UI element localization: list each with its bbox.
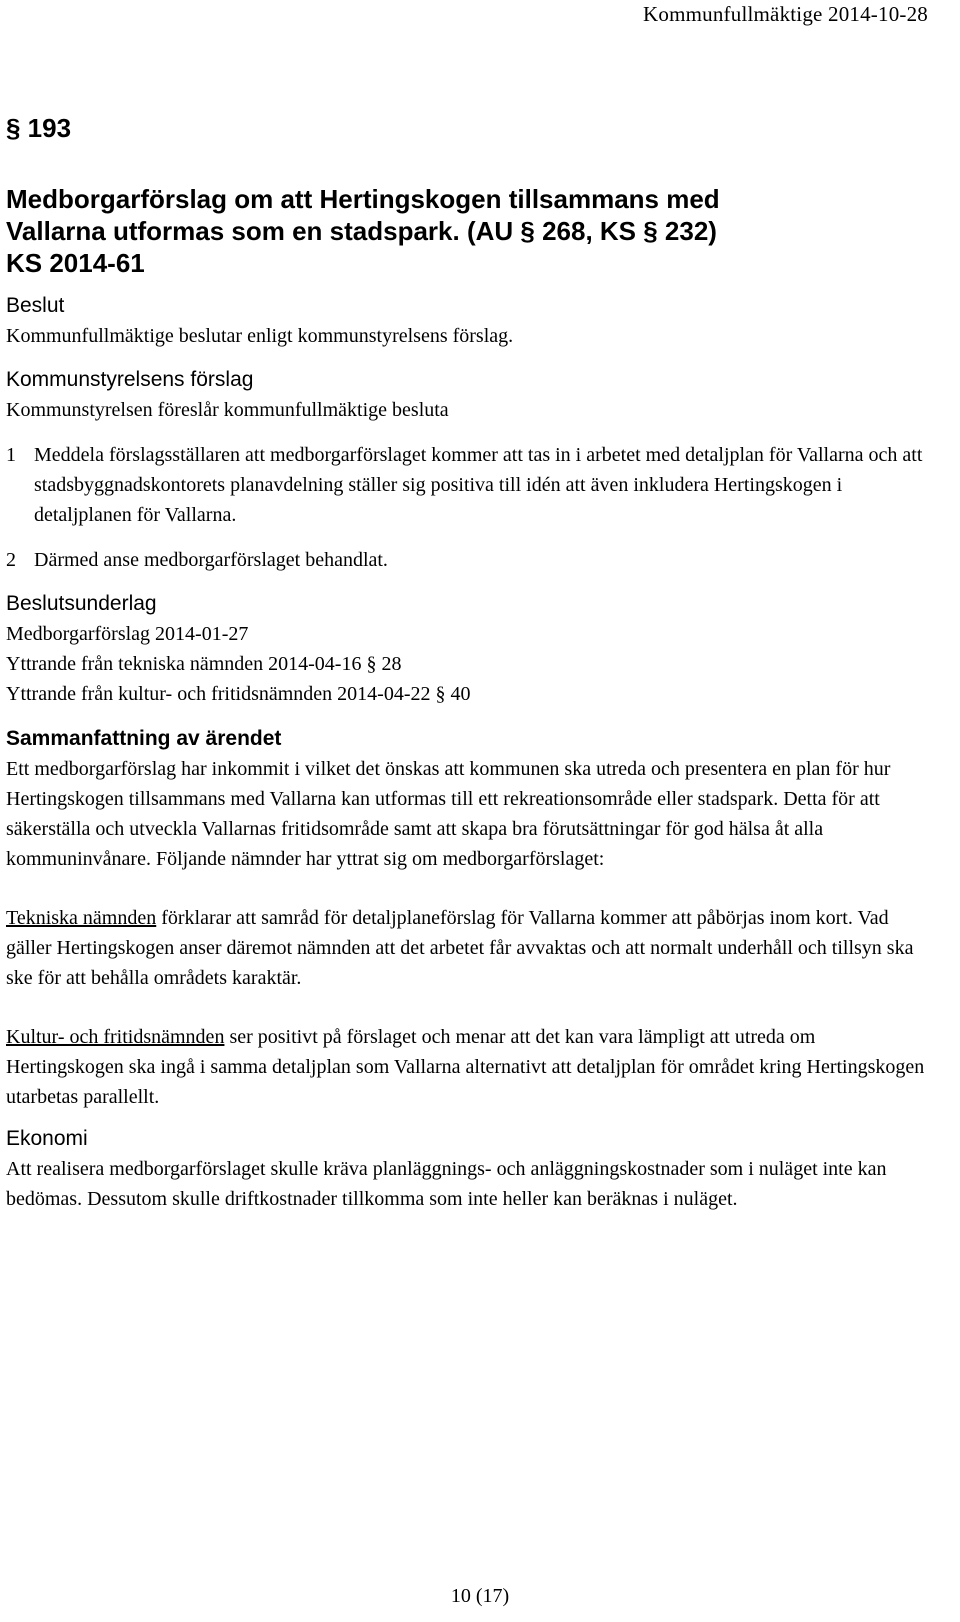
tekniska-label: Tekniska nämnden <box>6 907 157 929</box>
item-number: 1 <box>6 444 16 466</box>
ekonomi-text: Att realisera medborgarförslaget skulle kräva planläggnings- och anläggningskostnader som i nuläget inte kan bedömas. Dessutom skulle driftkostnader tillkomma som inte heller kan beräknas i nuläget. <box>6 1158 887 1210</box>
page-number: 10 (17) <box>450 1585 510 1607</box>
forslag-item-2 <box>6 545 936 575</box>
paragraph-number: § 193 <box>6 113 72 143</box>
title-line-2: Vallarna utformas som en stadspark. (AU § 268, KS § 232) <box>6 216 717 246</box>
tekniska-paragraph <box>6 903 936 993</box>
document-body <box>6 113 936 1214</box>
item-text: Därmed anse medborgarförslaget behandlat. <box>34 549 388 571</box>
item-number: 2 <box>6 549 16 571</box>
beslut-text: Kommunfullmäktige beslutar enligt kommunstyrelsens förslag. <box>6 325 514 347</box>
item-text: Meddela förslagsställaren att medborgarförslaget kommer att tas in i arbetet med detaljplan för Vallarna och att stadsbyggnadskontorets planavdelning ställer sig positiva till idén att även inkludera Hertingskogen i detaljplanen för Vallarna. <box>34 444 923 526</box>
forslag-item-1 <box>6 440 936 530</box>
forslag-intro: Kommunstyrelsen föreslår kommunfullmäktige besluta <box>6 399 449 421</box>
beslut-section <box>6 291 936 351</box>
kultur-paragraph <box>6 1022 936 1112</box>
underlag-line: Medborgarförslag 2014-01-27 <box>6 623 249 645</box>
title-line-1: Medborgarförslag om att Hertingskogen tillsammans med <box>6 184 720 214</box>
kultur-text: ser positivt på förslaget och menar att det kan vara lämpligt att utreda om Hertingskogen ska ingå i samma detaljplan som Vallarna alternativt att detaljplan för området kring Hertingskogen utarbetas parallellt. <box>6 1026 925 1108</box>
tekniska-text: förklarar att samråd för detaljplaneförslag för Vallarna kommer att påbörjas inom kort. Vad gäller Hertingskogen anser däremot nämnden att det arbetet får avvaktas och att normalt underhåll och tillsyn ska ske för att behålla områdets karaktär. <box>6 907 914 989</box>
document-title <box>6 183 936 279</box>
ekonomi-heading: Ekonomi <box>6 1127 88 1150</box>
forslag-section <box>6 365 936 575</box>
sammanfattning-heading: Sammanfattning av ärendet <box>6 727 282 750</box>
underlag-line: Yttrande från tekniska nämnden 2014-04-16 § 28 <box>6 653 402 675</box>
beslut-heading: Beslut <box>6 294 65 317</box>
underlag-section <box>6 589 936 709</box>
kultur-label: Kultur- och fritidsnämnden <box>6 1026 225 1048</box>
title-line-3: KS 2014-61 <box>6 248 145 278</box>
forslag-heading: Kommunstyrelsens förslag <box>6 368 254 391</box>
sammanfattning-section <box>6 724 936 1112</box>
ekonomi-section <box>6 1124 936 1214</box>
sammanfattning-text: Ett medborgarförslag har inkommit i vilket det önskas att kommunen ska utreda och presentera en plan för hur Hertingskogen tillsammans med Vallarna kan utformas till ett rekreationsområde eller stadspark. Detta för att säkerställa och utveckla Vallarnas fritidsområde samt att skapa bra förutsättningar för god hälsa åt alla kommuninvånare. Följande nämnder har yttrat sig om medborgarförslaget: <box>6 758 891 870</box>
running-header: Kommunfullmäktige 2014-10-28 <box>643 2 928 26</box>
underlag-line: Yttrande från kultur- och fritidsnämnden 2014-04-22 § 40 <box>6 683 471 705</box>
underlag-heading: Beslutsunderlag <box>6 592 157 615</box>
